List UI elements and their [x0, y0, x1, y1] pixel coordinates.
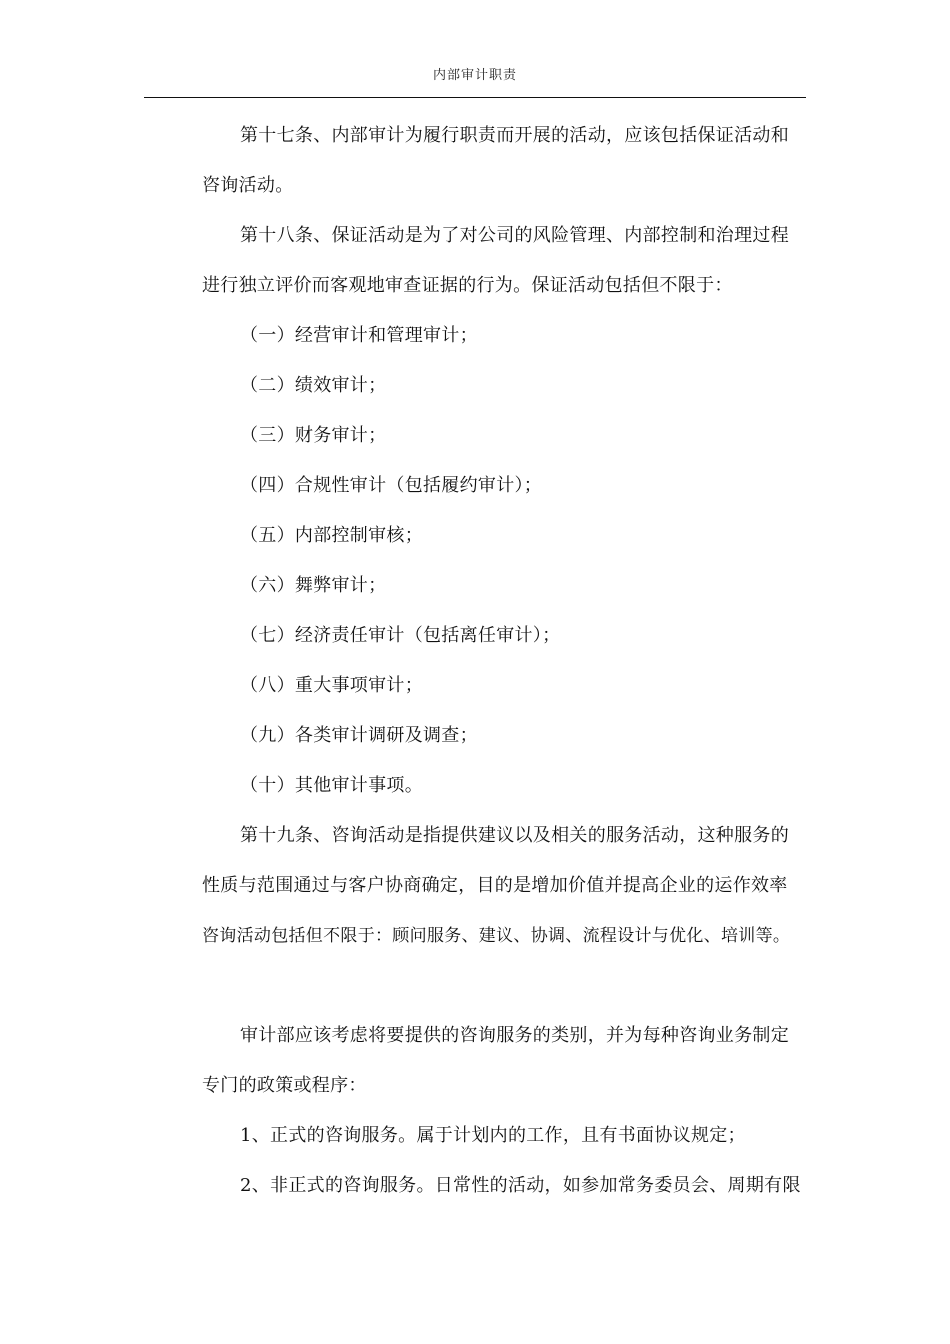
list-item: （十）其他审计事项。	[240, 775, 423, 796]
numbered-item: 1、正式的咨询服务。属于计划内的工作，且有书面协议规定；	[240, 1125, 746, 1146]
article-19-line-3: 咨询活动包括但不限于：顾问服务、建议、协调、流程设计与优化、培训等。	[202, 926, 791, 946]
list-item: （六）舞弊审计；	[240, 575, 387, 596]
list-item: （二）绩效审计；	[240, 375, 387, 396]
audit-dept-paragraph-line-1: 审计部应该考虑将要提供的咨询服务的类别，并为每种咨询业务制定	[240, 1025, 789, 1046]
article-19-line-1: 第十九条、咨询活动是指提供建议以及相关的服务活动，这种服务的	[240, 825, 789, 846]
list-item: （八）重大事项审计；	[240, 675, 423, 696]
list-item: （一）经营审计和管理审计；	[240, 325, 478, 346]
audit-dept-paragraph-line-2: 专门的政策或程序：	[202, 1075, 367, 1096]
article-17-line-1: 第十七条、内部审计为履行职责而开展的活动，应该包括保证活动和	[240, 125, 789, 146]
numbered-item: 2、非正式的咨询服务。日常性的活动，如参加常务委员会、周期有限	[240, 1175, 801, 1196]
article-17-line-2: 咨询活动。	[202, 175, 294, 196]
list-item: （九）各类审计调研及调查；	[240, 725, 478, 746]
article-18-line-2: 进行独立评价而客观地审查证据的行为。保证活动包括但不限于：	[202, 275, 733, 296]
article-18-line-1: 第十八条、保证活动是为了对公司的风险管理、内部控制和治理过程	[240, 225, 789, 246]
list-item: （七）经济责任审计（包括离任审计）；	[240, 625, 561, 646]
page-header-title: 内部审计职责	[432, 68, 517, 83]
list-item: （三）财务审计；	[240, 425, 387, 446]
header-divider	[144, 97, 806, 98]
article-19-line-2: 性质与范围通过与客户协商确定，目的是增加价值并提高企业的运作效率	[202, 875, 788, 896]
list-item: （五）内部控制审核；	[240, 525, 423, 546]
list-item: （四）合规性审计（包括履约审计）；	[240, 475, 543, 496]
